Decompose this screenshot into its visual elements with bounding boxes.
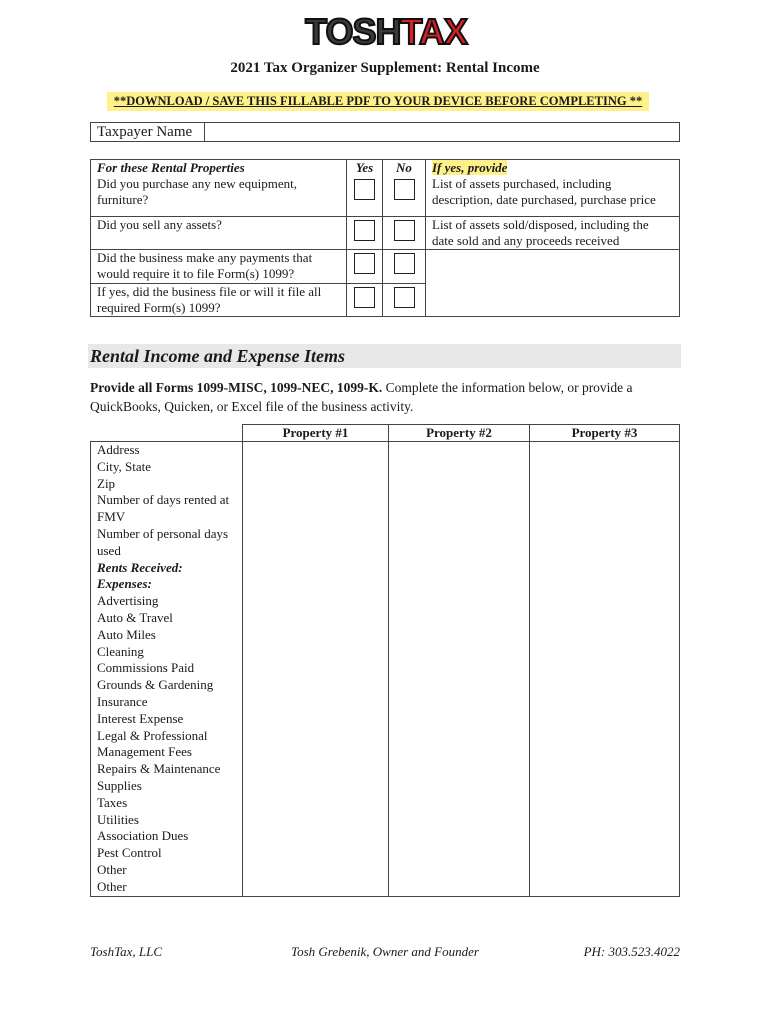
property-1-value[interactable] <box>243 761 389 778</box>
property-2-value[interactable] <box>389 862 530 879</box>
property-3-value[interactable] <box>530 660 680 677</box>
q2-yes-checkbox[interactable] <box>354 220 375 241</box>
provide-text: List of assets purchased, including description, date purchased, purchase price <box>426 176 680 216</box>
expense-row <box>91 610 680 627</box>
property-1-value[interactable] <box>243 459 389 476</box>
property-1-value[interactable] <box>243 442 389 459</box>
questions-header <box>91 160 680 177</box>
expense-row <box>91 795 680 812</box>
expense-row <box>91 828 680 845</box>
property-2-value[interactable] <box>389 744 530 761</box>
property-1-value[interactable] <box>243 828 389 845</box>
property-1-value[interactable] <box>243 593 389 610</box>
property-2-value[interactable] <box>389 476 530 493</box>
property-3-value[interactable] <box>530 459 680 476</box>
property-2-value[interactable] <box>389 610 530 627</box>
property-1-value[interactable] <box>243 627 389 644</box>
property-2-value[interactable] <box>389 728 530 745</box>
property-1-value[interactable] <box>243 677 389 694</box>
property-2-value[interactable] <box>389 812 530 829</box>
page-title: 2021 Tax Organizer Supplement: Rental Income <box>230 60 540 76</box>
property-2-value[interactable] <box>389 492 530 526</box>
property-2-header: Property #2 <box>389 425 530 442</box>
property-2-value[interactable] <box>389 560 530 577</box>
property-2-value[interactable] <box>389 677 530 694</box>
property-2-value[interactable] <box>389 845 530 862</box>
property-2-value[interactable] <box>389 694 530 711</box>
property-2-value[interactable] <box>389 828 530 845</box>
taxpayer-name-label: Taxpayer Name <box>91 123 205 141</box>
question-row <box>91 176 680 216</box>
expense-label: Expenses: <box>91 576 243 593</box>
expense-row <box>91 879 680 896</box>
expense-label: Zip <box>91 476 243 493</box>
property-3-value[interactable] <box>530 744 680 761</box>
expense-row <box>91 778 680 795</box>
expense-row <box>91 862 680 879</box>
rental-questions-table <box>90 159 680 317</box>
property-3-value[interactable] <box>530 644 680 661</box>
expense-label: Number of days rented at FMV <box>91 492 243 526</box>
expense-row <box>91 459 680 476</box>
property-3-value[interactable] <box>530 828 680 845</box>
expense-row <box>91 593 680 610</box>
questions-header-label: For these Rental Properties <box>91 160 347 177</box>
property-1-value[interactable] <box>243 778 389 795</box>
property-1-value[interactable] <box>243 728 389 745</box>
property-2-value[interactable] <box>389 442 530 459</box>
property-2-value[interactable] <box>389 795 530 812</box>
property-3-value[interactable] <box>530 492 680 526</box>
q3-yes-checkbox[interactable] <box>354 253 375 274</box>
property-3-value[interactable] <box>530 476 680 493</box>
taxpayer-name-field[interactable] <box>205 123 679 141</box>
property-1-value[interactable] <box>243 526 389 560</box>
question-text: If yes, did the business file or will it file all required Form(s) 1099? <box>91 283 347 316</box>
expense-row <box>91 761 680 778</box>
property-3-value[interactable] <box>530 761 680 778</box>
property-2-value[interactable] <box>389 778 530 795</box>
property-2-value[interactable] <box>389 711 530 728</box>
expense-row <box>91 711 680 728</box>
property-1-value[interactable] <box>243 812 389 829</box>
expense-label: Management Fees <box>91 744 243 761</box>
q3-no-checkbox[interactable] <box>394 253 415 274</box>
property-1-value[interactable] <box>243 560 389 577</box>
property-1-value[interactable] <box>243 795 389 812</box>
property-1-value[interactable] <box>243 879 389 896</box>
property-3-value[interactable] <box>530 627 680 644</box>
expense-label: Auto Miles <box>91 627 243 644</box>
expense-label: Number of personal days used <box>91 526 243 560</box>
q1-yes-checkbox[interactable] <box>354 179 375 200</box>
property-1-value[interactable] <box>243 610 389 627</box>
property-1-header: Property #1 <box>243 425 389 442</box>
property-1-value[interactable] <box>243 644 389 661</box>
property-2-value[interactable] <box>389 576 530 593</box>
property-2-value[interactable] <box>389 459 530 476</box>
expense-row <box>91 728 680 745</box>
provide-text <box>426 249 680 316</box>
q4-no-checkbox[interactable] <box>394 287 415 308</box>
property-3-value[interactable] <box>530 711 680 728</box>
question-row <box>91 216 680 249</box>
expense-row <box>91 812 680 829</box>
property-header-row <box>91 425 680 442</box>
property-2-value[interactable] <box>389 627 530 644</box>
property-1-value[interactable] <box>243 492 389 526</box>
question-row <box>91 249 680 283</box>
property-3-value[interactable] <box>530 778 680 795</box>
expense-label: Repairs & Maintenance <box>91 761 243 778</box>
expense-row <box>91 677 680 694</box>
property-2-value[interactable] <box>389 879 530 896</box>
property-1-value[interactable] <box>243 576 389 593</box>
taxpayer-name-row <box>90 122 680 142</box>
property-1-value[interactable] <box>243 744 389 761</box>
expense-row <box>91 744 680 761</box>
property-3-value[interactable] <box>530 576 680 593</box>
provide-instructions: Provide all Forms 1099-MISC, 1099-NEC, 1099-K. Complete the information below, or provide a QuickBooks, Quicken, or Excel file of the business activity. <box>90 380 633 414</box>
property-1-value[interactable] <box>243 845 389 862</box>
property-2-value[interactable] <box>389 761 530 778</box>
expense-row <box>91 576 680 593</box>
property-3-value[interactable] <box>530 879 680 896</box>
yes-header: Yes <box>347 160 383 177</box>
expense-label: Taxes <box>91 795 243 812</box>
footer-phone: PH: 303.523.4022 <box>583 944 680 959</box>
property-3-value[interactable] <box>530 862 680 879</box>
footer-owner: Tosh Grebenik, Owner and Founder <box>291 944 479 959</box>
rental-income-table <box>90 424 680 897</box>
expense-label: Grounds & Gardening <box>91 677 243 694</box>
property-3-value[interactable] <box>530 610 680 627</box>
property-2-value[interactable] <box>389 593 530 610</box>
q4-yes-checkbox[interactable] <box>354 287 375 308</box>
expense-label: Insurance <box>91 694 243 711</box>
expense-row <box>91 560 680 577</box>
property-2-value[interactable] <box>389 526 530 560</box>
expense-row <box>91 492 680 526</box>
property-3-value[interactable] <box>530 442 680 459</box>
expense-label: Commissions Paid <box>91 660 243 677</box>
property-3-value[interactable] <box>530 593 680 610</box>
expense-row <box>91 442 680 459</box>
footer-company: ToshTax, LLC <box>90 944 163 959</box>
property-3-header: Property #3 <box>530 425 680 442</box>
expense-row <box>91 660 680 677</box>
property-3-value[interactable] <box>530 526 680 560</box>
expense-row <box>91 644 680 661</box>
property-3-value[interactable] <box>530 812 680 829</box>
expense-label: Address <box>91 442 243 459</box>
expense-label: Advertising <box>91 593 243 610</box>
question-text: Did the business make any payments that would require it to file Form(s) 1099? <box>91 249 347 283</box>
expense-label: Pest Control <box>91 845 243 862</box>
expense-row <box>91 845 680 862</box>
property-3-value[interactable] <box>530 845 680 862</box>
provide-text: List of assets sold/disposed, including the date sold and any proceeds received <box>426 216 680 249</box>
expense-row <box>91 694 680 711</box>
download-notice: **DOWNLOAD / SAVE THIS FILLABLE PDF TO YOUR DEVICE BEFORE COMPLETING ** <box>107 92 649 111</box>
company-logo: TOSHTAX <box>305 11 467 52</box>
property-2-value[interactable] <box>389 660 530 677</box>
property-2-value[interactable] <box>389 644 530 661</box>
question-text: Did you purchase any new equipment, furniture? <box>91 176 347 216</box>
expense-label: Other <box>91 879 243 896</box>
q2-no-checkbox[interactable] <box>394 220 415 241</box>
property-1-value[interactable] <box>243 694 389 711</box>
question-text: Did you sell any assets? <box>91 216 347 249</box>
property-3-value[interactable] <box>530 560 680 577</box>
expense-label: Supplies <box>91 778 243 795</box>
expense-label: Legal & Professional <box>91 728 243 745</box>
expense-label: Rents Received: <box>91 560 243 577</box>
expense-label: Association Dues <box>91 828 243 845</box>
property-1-value[interactable] <box>243 711 389 728</box>
expense-row <box>91 476 680 493</box>
expense-label: Other <box>91 862 243 879</box>
no-header: No <box>383 160 426 177</box>
expense-row <box>91 627 680 644</box>
property-1-value[interactable] <box>243 476 389 493</box>
property-3-value[interactable] <box>530 795 680 812</box>
provide-header: If yes, provide <box>426 160 680 177</box>
property-3-value[interactable] <box>530 728 680 745</box>
q1-no-checkbox[interactable] <box>394 179 415 200</box>
property-3-value[interactable] <box>530 677 680 694</box>
expense-label: City, State <box>91 459 243 476</box>
property-1-value[interactable] <box>243 660 389 677</box>
expense-label: Interest Expense <box>91 711 243 728</box>
expense-row <box>91 526 680 560</box>
property-3-value[interactable] <box>530 694 680 711</box>
expense-label: Cleaning <box>91 644 243 661</box>
expense-label: Utilities <box>91 812 243 829</box>
property-1-value[interactable] <box>243 862 389 879</box>
section-title: Rental Income and Expense Items <box>88 344 681 368</box>
expense-label: Auto & Travel <box>91 610 243 627</box>
